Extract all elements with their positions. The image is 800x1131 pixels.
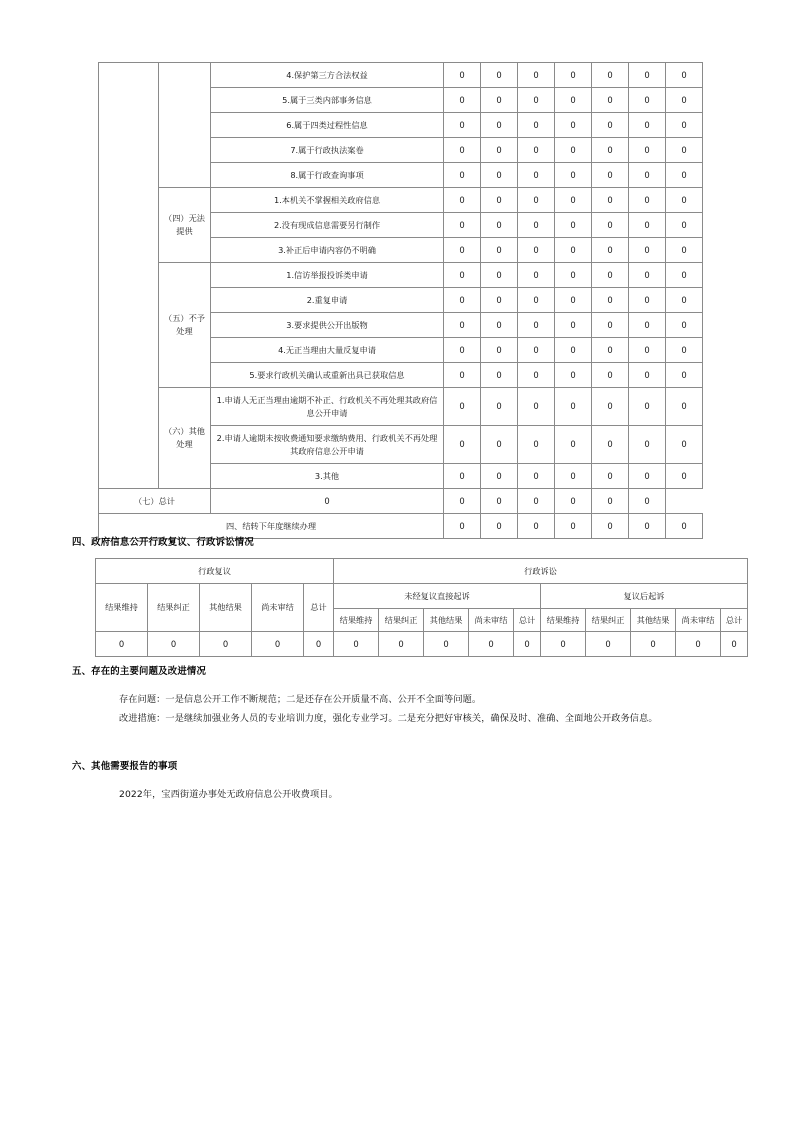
value-cell: 0 (555, 263, 592, 288)
value-cell: 0 (444, 138, 481, 163)
value-cell: 0 (629, 163, 666, 188)
header-postreview-pending: 尚未审结 (676, 609, 721, 632)
value-cell: 0 (666, 363, 703, 388)
value-cell: 0 (629, 88, 666, 113)
item-label: 1.申请人无正当理由逾期不补正、行政机关不再处理其政府信息公开申请 (211, 388, 444, 426)
value-cell: 0 (518, 514, 555, 539)
value-cell: 0 (424, 632, 469, 657)
value-cell: 0 (629, 138, 666, 163)
section-six-heading: 六、其他需要报告的事项 (72, 761, 178, 772)
value-cell: 0 (481, 426, 518, 464)
header-postreview-corrected: 结果纠正 (586, 609, 631, 632)
value-cell: 0 (676, 632, 721, 657)
value-cell: 0 (631, 632, 676, 657)
category-cell-other-handling: （六）其他处理 (159, 388, 211, 489)
category-cell-not-processed: （五）不予处理 (159, 263, 211, 388)
table-row (99, 263, 703, 288)
review-litigation-table-wrapper (95, 558, 743, 657)
value-cell: 0 (444, 338, 481, 363)
value-cell: 0 (666, 63, 703, 88)
value-cell: 0 (252, 632, 304, 657)
group-header-direct-litigation: 未经复议直接起诉 (334, 584, 541, 609)
value-cell: 0 (481, 113, 518, 138)
value-cell: 0 (481, 388, 518, 426)
value-cell: 0 (592, 313, 629, 338)
value-cell: 0 (481, 138, 518, 163)
value-cell: 0 (148, 632, 200, 657)
value-cell: 0 (200, 632, 252, 657)
item-label: 5.要求行政机关确认或重新出具已获取信息 (211, 363, 444, 388)
value-cell: 0 (555, 288, 592, 313)
value-cell: 0 (481, 313, 518, 338)
value-cell: 0 (379, 632, 424, 657)
value-cell: 0 (629, 213, 666, 238)
value-cell: 0 (555, 426, 592, 464)
value-cell: 0 (592, 288, 629, 313)
item-label: 2.重复申请 (211, 288, 444, 313)
table-row (99, 388, 703, 426)
header-direct-pending: 尚未审结 (469, 609, 514, 632)
value-cell: 0 (444, 63, 481, 88)
value-cell: 0 (592, 163, 629, 188)
item-label: 2.申请人逾期未按收费通知要求缴纳费用、行政机关不再处理其政府信息公开申请 (211, 426, 444, 464)
value-cell: 0 (555, 88, 592, 113)
value-cell: 0 (444, 426, 481, 464)
value-cell: 0 (592, 238, 629, 263)
value-cell: 0 (518, 388, 555, 426)
table-subgroup-row (96, 584, 748, 609)
item-label: 3.补正后申请内容仍不明确 (211, 238, 444, 263)
value-cell: 0 (666, 213, 703, 238)
value-cell: 0 (592, 188, 629, 213)
item-label: 4.无正当理由大量反复申请 (211, 338, 444, 363)
value-cell: 0 (518, 426, 555, 464)
header-postreview-other: 其他结果 (631, 609, 676, 632)
value-cell: 0 (481, 514, 518, 539)
value-cell: 0 (518, 138, 555, 163)
value-cell: 0 (518, 63, 555, 88)
value-cell: 0 (629, 489, 666, 514)
value-cell: 0 (444, 163, 481, 188)
header-postreview-upheld: 结果维持 (541, 609, 586, 632)
group-header-post-review-litigation: 复议后起诉 (541, 584, 748, 609)
value-cell: 0 (629, 263, 666, 288)
value-cell: 0 (518, 464, 555, 489)
value-cell: 0 (592, 514, 629, 539)
table-group-row (96, 559, 748, 584)
value-cell: 0 (586, 632, 631, 657)
value-cell: 0 (518, 363, 555, 388)
value-cell: 0 (444, 388, 481, 426)
value-cell: 0 (211, 489, 444, 514)
value-cell: 0 (629, 288, 666, 313)
value-cell: 0 (444, 88, 481, 113)
value-cell: 0 (481, 363, 518, 388)
header-postreview-total: 总计 (721, 609, 748, 632)
value-cell: 0 (555, 63, 592, 88)
value-cell: 0 (555, 464, 592, 489)
value-cell: 0 (555, 238, 592, 263)
table-row (99, 188, 703, 213)
value-cell: 0 (592, 489, 629, 514)
value-cell: 0 (444, 113, 481, 138)
header-direct-total: 总计 (514, 609, 541, 632)
outer-category-cell-continued (99, 63, 159, 489)
value-cell: 0 (541, 632, 586, 657)
group-header-administrative-litigation: 行政诉讼 (334, 559, 748, 584)
value-cell: 0 (444, 213, 481, 238)
value-cell: 0 (518, 263, 555, 288)
header-direct-corrected: 结果纠正 (379, 609, 424, 632)
item-label: 8.属于行政查询事项 (211, 163, 444, 188)
value-cell: 0 (592, 138, 629, 163)
header-review-total: 总计 (304, 584, 334, 632)
item-label: 1.信访举报投诉类申请 (211, 263, 444, 288)
value-cell: 0 (481, 163, 518, 188)
value-cell: 0 (666, 163, 703, 188)
value-cell: 0 (555, 113, 592, 138)
value-cell: 0 (96, 632, 148, 657)
value-cell: 0 (629, 338, 666, 363)
value-cell: 0 (666, 263, 703, 288)
value-cell: 0 (518, 338, 555, 363)
value-cell: 0 (518, 113, 555, 138)
table-row-total (99, 489, 703, 514)
table-row (99, 63, 703, 88)
value-cell: 0 (592, 263, 629, 288)
value-cell: 0 (518, 489, 555, 514)
value-cell: 0 (629, 313, 666, 338)
header-direct-upheld: 结果维持 (334, 609, 379, 632)
value-cell: 0 (555, 338, 592, 363)
value-cell: 0 (666, 238, 703, 263)
section-four-heading: 四、政府信息公开行政复议、行政诉讼情况 (72, 537, 254, 548)
item-label: 6.属于四类过程性信息 (211, 113, 444, 138)
value-cell: 0 (444, 288, 481, 313)
value-cell: 0 (481, 288, 518, 313)
section-five-paragraph-improvements: 改进措施：一是继续加强业务人员的专业培训力度，强化专业学习。二是充分把好审核关，确保及时、准确、全面地公开政务信息。 (119, 713, 658, 724)
value-cell: 0 (555, 514, 592, 539)
value-cell: 0 (666, 338, 703, 363)
value-cell: 0 (514, 632, 541, 657)
application-handling-table (98, 62, 703, 539)
table-body (99, 63, 703, 539)
section-five-heading: 五、存在的主要问题及改进情况 (72, 666, 207, 677)
item-label: 1.本机关不掌握相关政府信息 (211, 188, 444, 213)
value-cell: 0 (555, 363, 592, 388)
header-review-pending: 尚未审结 (252, 584, 304, 632)
value-cell: 0 (481, 489, 518, 514)
value-cell: 0 (629, 63, 666, 88)
value-cell: 0 (629, 238, 666, 263)
value-cell: 0 (666, 464, 703, 489)
value-cell: 0 (481, 63, 518, 88)
item-label: 7.属于行政执法案卷 (211, 138, 444, 163)
value-cell: 0 (629, 426, 666, 464)
value-cell: 0 (592, 363, 629, 388)
header-review-upheld: 结果维持 (96, 584, 148, 632)
value-cell: 0 (721, 632, 748, 657)
item-label: 5.属于三类内部事务信息 (211, 88, 444, 113)
value-cell: 0 (555, 489, 592, 514)
table-row (96, 632, 748, 657)
value-cell: 0 (666, 88, 703, 113)
value-cell: 0 (592, 426, 629, 464)
value-cell: 0 (518, 238, 555, 263)
value-cell: 0 (481, 88, 518, 113)
value-cell: 0 (444, 263, 481, 288)
value-cell: 0 (444, 514, 481, 539)
value-cell: 0 (518, 163, 555, 188)
value-cell: 0 (444, 363, 481, 388)
value-cell: 0 (666, 514, 703, 539)
value-cell: 0 (666, 426, 703, 464)
value-cell: 0 (481, 238, 518, 263)
category-cell-continued (159, 63, 211, 188)
value-cell: 0 (518, 188, 555, 213)
value-cell: 0 (592, 63, 629, 88)
value-cell: 0 (444, 489, 481, 514)
value-cell: 0 (666, 388, 703, 426)
value-cell: 0 (666, 313, 703, 338)
value-cell: 0 (629, 188, 666, 213)
group-header-administrative-review: 行政复议 (96, 559, 334, 584)
value-cell: 0 (592, 338, 629, 363)
item-label: 4.保护第三方合法权益 (211, 63, 444, 88)
value-cell: 0 (481, 464, 518, 489)
application-handling-table-wrapper (98, 62, 702, 539)
value-cell: 0 (629, 363, 666, 388)
total-label: （七）总计 (99, 489, 211, 514)
value-cell: 0 (469, 632, 514, 657)
table-body (96, 559, 748, 657)
header-direct-other: 其他结果 (424, 609, 469, 632)
value-cell: 0 (444, 238, 481, 263)
value-cell: 0 (592, 88, 629, 113)
category-cell-unable-to-provide: （四）无法提供 (159, 188, 211, 263)
value-cell: 0 (518, 288, 555, 313)
value-cell: 0 (555, 388, 592, 426)
review-litigation-table (95, 558, 748, 657)
value-cell: 0 (518, 313, 555, 338)
value-cell: 0 (481, 263, 518, 288)
value-cell: 0 (629, 514, 666, 539)
item-label: 3.其他 (211, 464, 444, 489)
value-cell: 0 (555, 188, 592, 213)
section-six-paragraph: 2022年，宝西街道办事处无政府信息公开收费项目。 (119, 789, 338, 800)
value-cell: 0 (444, 464, 481, 489)
value-cell: 0 (666, 113, 703, 138)
value-cell: 0 (666, 138, 703, 163)
value-cell: 0 (518, 88, 555, 113)
value-cell: 0 (592, 388, 629, 426)
header-review-corrected: 结果纠正 (148, 584, 200, 632)
value-cell: 0 (592, 213, 629, 238)
value-cell: 0 (629, 388, 666, 426)
value-cell: 0 (334, 632, 379, 657)
value-cell: 0 (444, 313, 481, 338)
value-cell: 0 (666, 188, 703, 213)
item-label: 3.要求提供公开出版物 (211, 313, 444, 338)
section-five-paragraph-problems: 存在问题：一是信息公开工作不断规范；二是还存在公开质量不高、公开不全面等问题。 (119, 694, 482, 705)
value-cell: 0 (444, 188, 481, 213)
value-cell: 0 (592, 464, 629, 489)
value-cell: 0 (555, 163, 592, 188)
value-cell: 0 (555, 313, 592, 338)
value-cell: 0 (304, 632, 334, 657)
value-cell: 0 (481, 213, 518, 238)
value-cell: 0 (555, 138, 592, 163)
value-cell: 0 (481, 338, 518, 363)
value-cell: 0 (629, 113, 666, 138)
value-cell: 0 (592, 113, 629, 138)
value-cell: 0 (555, 213, 592, 238)
header-review-other: 其他结果 (200, 584, 252, 632)
value-cell: 0 (518, 213, 555, 238)
value-cell: 0 (481, 188, 518, 213)
value-cell: 0 (629, 464, 666, 489)
item-label: 2.没有现成信息需要另行制作 (211, 213, 444, 238)
value-cell: 0 (666, 288, 703, 313)
carryover-label: 四、结转下年度继续办理 (99, 514, 444, 539)
